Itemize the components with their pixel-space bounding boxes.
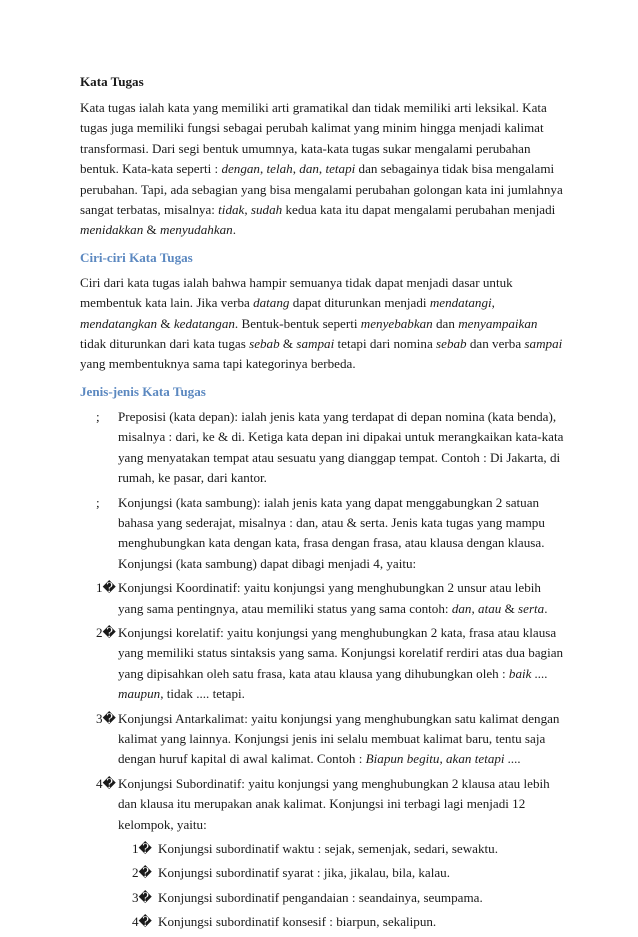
italic-term: tetapi [325,161,356,177]
list-item [132,888,566,908]
list-item-text: Konjungsi subordinatif konsesif : biarpun, sekalipun. [158,914,437,930]
list-item [80,578,566,619]
list-marker: ; [96,408,100,424]
jenis-heading: Jenis-jenis Kata Tugas [80,383,206,399]
jenis-list [80,407,566,933]
italic-term: menyebabkan [360,315,433,331]
list-marker: 2� [132,865,152,881]
list-item [132,839,566,859]
list-item-text: Konjungsi subordinatif syarat : jika, jikalau, bila, kalau. [158,865,451,881]
ciri-paragraph: Ciri dari kata tugas ialah bahwa hampir semuanya tidak dapat menjadi dasar untuk membentuk kata lain. Jika verba datang dapat diturunkan menjadi mendatangi, mendatangkan & kedatangan. Bentuk-bentuk seperti menyebabkan dan menyampaikan tidak diturunkan dari kata tugas sebab & sampai tetapi dari nomina sebab dan verba sampai yang membentuknya sama tapi kategorinya berbeda. [80,274,563,372]
italic-term: dan [299,161,319,177]
italic-term: Biapun begitu, akan tetapi .... [365,751,521,767]
list-item [80,709,566,770]
list-marker: 3� [96,710,116,726]
list-item [132,912,566,932]
italic-term: dengan [221,161,260,177]
italic-term: sudah [250,202,283,218]
italic-term: sebab [249,336,280,352]
italic-term: tidak [218,202,245,218]
italic-term: kedatangan [173,315,235,331]
list-item-text: Konjungsi subordinatif waktu : sejak, semenjak, sedari, sewaktu. [158,841,499,856]
italic-term: menyampaikan [458,315,538,331]
list-marker: ; [96,494,100,510]
italic-term: sebab [436,336,467,352]
list-item-text: Konjungsi korelatif: yaitu konjungsi yang menghubungkan 2 kata, frasa atau klausa yang memiliki status sintaksis yang sama. Konjungsi korelatif rerdiri atas dua bagian yang dipisahkan oleh satu frasa, kata atau klausa yang dihubungkan oleh : baik .... maupun, tidak .... tetapi. [118,624,564,702]
ciri-heading: Ciri-ciri Kata Tugas [80,249,193,265]
italic-term: dan, atau [451,600,502,616]
list-item [132,863,566,883]
italic-term: mendatangkan [80,315,158,331]
italic-term: baik .... maupun [118,665,548,702]
italic-term: mendatangi [429,295,492,311]
list-item-text: Konjungsi subordinatif pengandaian : seandainya, seumpama. [158,889,483,905]
list-marker: 1� [132,841,152,856]
list-item [80,774,566,835]
list-marker: 1� [96,580,116,596]
list-item-text: Preposisi (kata depan): ialah jenis kata yang terdapat di depan nomina (kata benda), misalnya : dari, ke & di. Ketiga kata depan ini dipakai untuk merangkaikan kata-kata yang menyatakan tempat atau sesuatu yang dianggap tempat. Contoh : Di Jakarta, di rumah, ke pasar, dari kantor. [118,408,564,486]
italic-term: sampai [524,336,563,352]
italic-term: datang [253,295,290,311]
italic-term: telah [266,161,293,177]
list-item-text: Konjungsi (kata sambung): ialah jenis kata yang dapat menggabungkan 2 satuan bahasa yang sederajat, misalnya : dan, atau & serta. Jenis kata tugas yang mampu menghubungkan kata dengan kata, frasa dengan frasa, atau klausa dengan klausa. Konjungsi (kata sambung) dapat dibagi menjadi 4, yaitu: [118,494,545,571]
italic-term: sampai [296,336,335,352]
list-item-text: Konjungsi Koordinatif: yaitu konjungsi yang menghubungkan 2 unsur atau lebih yang sama pentingnya, atau memiliki status yang sama contoh: dan, atau & serta. [118,580,548,616]
list-item [80,407,566,489]
document-page [80,72,566,937]
document-title: Kata Tugas [80,74,144,89]
italic-term: menidakkan [80,222,144,238]
list-item [80,493,566,575]
italic-term: serta [518,600,545,616]
list-marker: 2� [96,624,116,640]
list-item [80,623,566,705]
list-item-text: Konjungsi Antarkalimat: yaitu konjungsi yang menghubungkan satu kalimat dengan kalimat yang lainnya. Konjungsi jenis ini selalu membuat kalimat baru, tentu saja dengan huruf kapital di awal kalimat. Contoh : Biapun begitu, akan tetapi .... [118,710,560,767]
list-marker: 4� [132,914,152,930]
list-marker: 4� [96,775,116,791]
intro-paragraph: Kata tugas ialah kata yang memiliki arti gramatikal dan tidak memiliki arti leksikal. Kata tugas juga memiliki fungsi sebagai perubah kalimat yang minim hingga menjadi kalimat transformasi. Dari segi bentuk umumnya, kata-kata tugas sukar mengalami perubahan bentuk. Kata-kata seperti : dengan, telah, dan, tetapi dan sebagainya tidak bisa mengalami perubahan. Tapi, ada sebagian yang bisa mengalami perubahan golongan kata ini jumlahnya sangat terbatas, misalnya: tidak, sudah kedua kata itu dapat mengalami perubahan menjadi menidakkan & menyudahkan. [80,100,563,238]
list-marker: 3� [132,889,152,905]
list-item-text: Konjungsi Subordinatif: yaitu konjungsi yang menghubungkan 2 klausa atau lebih dan klausa itu merupakan anak kalimat. Konjungsi ini terbagi lagi menjadi 12 kelompok, yaitu: [118,775,550,832]
italic-term: menyudahkan [160,222,233,238]
